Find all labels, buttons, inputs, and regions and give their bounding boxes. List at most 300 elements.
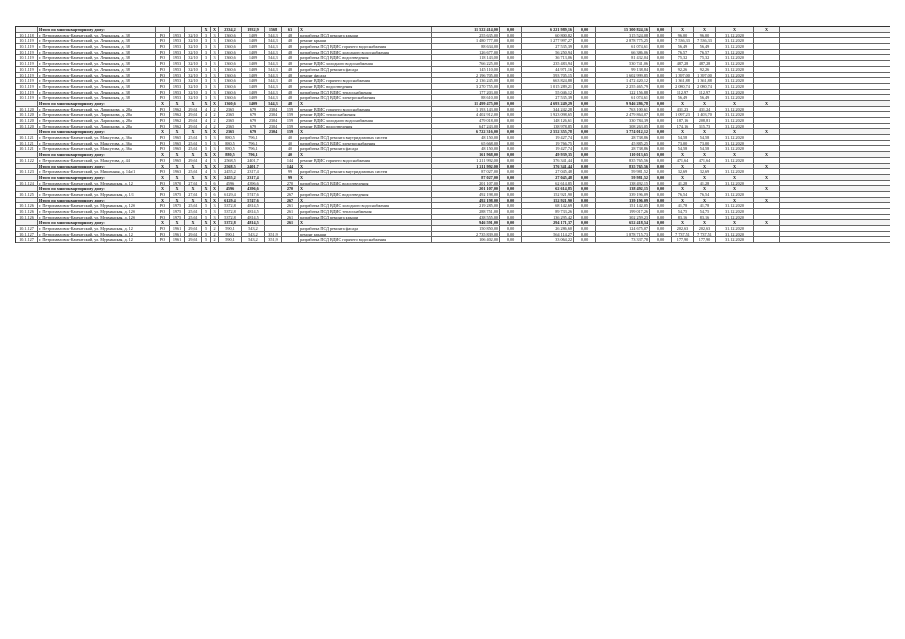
cell-v2: 564 114,27 xyxy=(522,232,574,237)
cell-work: ремонт ВДИС холодного водоснабжения xyxy=(299,61,432,66)
cell-n1 xyxy=(265,164,282,169)
cell-s3: 3 xyxy=(211,50,219,55)
cell-v3: 0,00 xyxy=(574,175,596,180)
cell-year: 1953 xyxy=(170,38,185,43)
cell-u1: 0,00 xyxy=(650,152,672,157)
cell-v1: 0,00 xyxy=(500,226,522,231)
cell-id: 10.1.121 xyxy=(16,141,38,146)
cell-id: 10.1.119 xyxy=(16,84,38,89)
cell-u1: 0,00 xyxy=(650,50,672,55)
cell-x3: 31.12.2020 xyxy=(716,84,754,89)
cell-work: разработка ПСД ВДИС горячего водоснабжения xyxy=(299,237,432,242)
cell-date: X xyxy=(754,175,780,180)
cell-v4: 2 878 775,25 xyxy=(596,38,650,43)
cell-year: X xyxy=(170,175,185,180)
cell-n2: 261 xyxy=(282,220,299,225)
cell-x3: 31.12.2020 xyxy=(716,44,754,49)
cell-s1: 27,61 xyxy=(185,181,202,186)
cell-x1: X xyxy=(672,186,694,191)
cell-x3: 31.12.2020 xyxy=(716,135,754,140)
cell-s1: 29,61 xyxy=(185,118,202,123)
cell-s1: 32/10 xyxy=(185,44,202,49)
cell-v1: 0,00 xyxy=(500,124,522,129)
cell-id: 10.1.119 xyxy=(16,78,38,83)
cell-addr: г. Петропавловск-Камчатский, ул. Ленинская, д. 38 xyxy=(38,78,156,83)
cell-s3: 3 xyxy=(211,84,219,89)
cell-u1: 0,00 xyxy=(650,61,672,66)
cell-x3: 31.12.2020 xyxy=(716,61,754,66)
cell-x1: X xyxy=(672,152,694,157)
cell-n1: 544,3 xyxy=(265,78,282,83)
cell-s1: 29,61 xyxy=(185,226,202,231)
cell-x1: 1 361,88 xyxy=(672,78,694,83)
cell-addr: г. Петропавловск-Камчатский, ул. Мурманская, д. 12б xyxy=(38,203,156,208)
cell-work: разработка ПСД ВДИС теплоснабжения xyxy=(299,90,432,95)
cell-n2: 48 xyxy=(282,95,299,100)
cell-v1: 0,00 xyxy=(500,209,522,214)
cell-sum: 201 107,00 xyxy=(432,186,500,191)
cell-n1 xyxy=(265,209,282,214)
cell-n2: 270 xyxy=(282,181,299,186)
cell-x1: 112,97 xyxy=(672,90,694,95)
cell-n1: 544,3 xyxy=(265,73,282,78)
cell-s1: 29,61 xyxy=(185,158,202,163)
cell-v4: 28 738,86 xyxy=(596,146,650,151)
cell-v4: 15 300 824,16 xyxy=(596,27,650,32)
cell-u1: 0,00 xyxy=(650,146,672,151)
cell-v3: 0,00 xyxy=(574,220,596,225)
cell-v4: 122 156,88 xyxy=(596,90,650,95)
cell-x3: 31.12.2020 xyxy=(716,95,754,100)
cell-s3: 3 xyxy=(211,95,219,100)
cell-sum: 201 107,00 xyxy=(432,181,500,186)
cell-u1: 0,00 xyxy=(650,164,672,169)
cell-x3: 31.12.2020 xyxy=(716,67,754,72)
cell-u1: 0,00 xyxy=(650,158,672,163)
cell-a1: 4596 xyxy=(219,186,242,191)
cell-a2: 5747,6 xyxy=(242,198,265,203)
cell-s2: 5 xyxy=(202,146,211,151)
cell-n2: 40 xyxy=(282,146,299,151)
cell-n2: 159 xyxy=(282,129,299,134)
cell-x2: 56,49 xyxy=(694,95,716,100)
cell-year: 1953 xyxy=(170,55,185,60)
cell-x1: 471,64 xyxy=(672,158,694,163)
cell-x1: 187,16 xyxy=(672,118,694,123)
cell-x1: X xyxy=(672,101,694,106)
cell-u1: 0,00 xyxy=(650,38,672,43)
cell-sum: 438 555,00 xyxy=(432,215,500,220)
cell-x2: 32,69 xyxy=(694,169,716,174)
cell-x3: 31.12.2020 xyxy=(716,38,754,43)
cell-x2: X xyxy=(694,175,716,180)
cell-v1: 0,00 xyxy=(500,220,522,225)
cell-v2: 62 614,85 xyxy=(522,186,574,191)
cell-sum: 2 196 705,00 xyxy=(432,73,500,78)
cell-a1: 2334,2 xyxy=(219,27,242,32)
cell-addr: Итого по многоквартирному дому: xyxy=(38,129,156,134)
cell-a2: 1409 xyxy=(242,33,265,38)
cell-s2: 4 xyxy=(202,158,211,163)
cell-id: 10.1.127 xyxy=(16,237,38,242)
cell-addr: г. Петропавловск-Камчатский, ул. Ленинская, д. 38 xyxy=(38,73,156,78)
cell-sum: 177 203,00 xyxy=(432,90,500,95)
cell-n2: 48 xyxy=(282,90,299,95)
cell-s2: 5 xyxy=(202,215,211,220)
cell-type: РО xyxy=(156,78,170,83)
cell-v2: 136 295,42 xyxy=(522,215,574,220)
cell-x3: 31.12.2020 xyxy=(716,192,754,197)
cell-a2: 796,1 xyxy=(242,146,265,151)
cell-type: РО xyxy=(156,135,170,140)
cell-a2: 679 xyxy=(242,107,265,112)
cell-id xyxy=(16,220,38,225)
cell-x3: 31.12.2020 xyxy=(716,33,754,38)
cell-v3: 0,00 xyxy=(574,44,596,49)
cell-a2: 543,2 xyxy=(242,226,265,231)
cell-work: ремонт ВДИС горячего водоснабжения xyxy=(299,107,432,112)
cell-addr: г. Петропавловск-Камчатский, ул. Мурманская, д. 12 xyxy=(38,181,156,186)
cell-type: РО xyxy=(156,90,170,95)
cell-s1: 25,61 xyxy=(185,146,202,151)
cell-work: ремонт крыши xyxy=(299,232,432,237)
cell-type: X xyxy=(156,175,170,180)
cell-s1: 25,61 xyxy=(185,215,202,220)
cell-x1: 2 080,74 xyxy=(672,84,694,89)
cell-v1: 0,00 xyxy=(500,112,522,117)
cell-id: 10.1.121 xyxy=(16,135,38,140)
cell-sum: 48 150,00 xyxy=(432,135,500,140)
cell-v4: 530 741,06 xyxy=(596,61,650,66)
cell-a2: 679 xyxy=(242,112,265,117)
cell-a2: 1409 xyxy=(242,55,265,60)
cell-a1: 1360,6 xyxy=(219,78,242,83)
cell-x3: 31.12.2020 xyxy=(716,169,754,174)
cell-v2: 138 978,85 xyxy=(522,124,574,129)
cell-id: 10.1.120 xyxy=(16,107,38,112)
cell-type: X xyxy=(156,152,170,157)
cell-x2: 471,64 xyxy=(694,158,716,163)
cell-sum: 6 722 316,00 xyxy=(432,129,500,134)
cell-v3: 0,00 xyxy=(574,135,596,140)
cell-x2: 54,58 xyxy=(694,135,716,140)
cell-u1: 0,00 xyxy=(650,237,672,242)
cell-v1: 0,00 xyxy=(500,27,522,32)
cell-id: 10.1.120 xyxy=(16,112,38,117)
cell-v1: 0,00 xyxy=(500,84,522,89)
cell-s2: X xyxy=(202,152,211,157)
cell-s3: X xyxy=(211,129,219,134)
cell-n2: 261 xyxy=(282,215,299,220)
cell-s1 xyxy=(185,27,202,32)
cell-u1: 0,00 xyxy=(650,215,672,220)
cell-v2: 56 250,94 xyxy=(522,50,574,55)
cell-v1: 0,00 xyxy=(500,141,522,146)
cell-u1: 0,00 xyxy=(650,101,672,106)
cell-v4: 339 196,09 xyxy=(596,192,650,197)
cell-x2: 76,57 xyxy=(694,50,716,55)
cell-u1: 0,00 xyxy=(650,90,672,95)
cell-a2: 4396,6 xyxy=(242,186,265,191)
cell-v2: 27 045,48 xyxy=(522,175,574,180)
cell-s2: 3 xyxy=(202,61,211,66)
cell-a2: 679 xyxy=(242,129,265,134)
cell-v1: 0,00 xyxy=(500,135,522,140)
cell-work: разработка ПСД ВДИС электроснабжения xyxy=(299,141,432,146)
cell-year: 1953 xyxy=(170,78,185,83)
cell-v4: 2 479 864,07 xyxy=(596,112,650,117)
cell-sum: 106 402,00 xyxy=(432,237,500,242)
cell-v3: 0,00 xyxy=(574,33,596,38)
cell-s2: 4 xyxy=(202,107,211,112)
cell-date xyxy=(754,78,780,83)
cell-work: X xyxy=(299,101,432,106)
cell-s2: 3 xyxy=(202,67,211,72)
cell-v4: 59 981,52 xyxy=(596,169,650,174)
cell-work: разработка ПСД ВДИС электроснабжения xyxy=(299,95,432,100)
cell-x2: 73,00 xyxy=(694,141,716,146)
cell-a1: 2365 xyxy=(219,129,242,134)
cell-year: 1965 xyxy=(170,135,185,140)
cell-a1: 880,5 xyxy=(219,146,242,151)
cell-x1: X xyxy=(672,198,694,203)
cell-v2: 19 427,74 xyxy=(522,135,574,140)
cell-addr: г. Петропавловск-Камчатский, ул. Максутова, д. 36а xyxy=(38,141,156,146)
cell-v1: 0,00 xyxy=(500,107,522,112)
cell-u1: 0,00 xyxy=(650,203,672,208)
cell-v4: 73 337,78 xyxy=(596,237,650,242)
cell-v1: 0,00 xyxy=(500,186,522,191)
cell-s2: X xyxy=(202,101,211,106)
cell-sum: 87 027,00 xyxy=(432,169,500,174)
cell-addr: Итого по многоквартирному дому: xyxy=(38,152,156,157)
cell-v2: 27 535,39 xyxy=(522,44,574,49)
cell-v3: 0,00 xyxy=(574,164,596,169)
cell-year: 1975 xyxy=(170,215,185,220)
cell-n1 xyxy=(265,181,282,186)
cell-year: 1953 xyxy=(170,90,185,95)
cell-v2: 26 286,60 xyxy=(522,226,574,231)
cell-addr: г. Петропавловск-Камчатский, ул. Ленинская, д. 38 xyxy=(38,50,156,55)
cell-s3: 2 xyxy=(211,232,219,237)
cell-id: 10.1.120 xyxy=(16,124,38,129)
cell-sum: 118 143,00 xyxy=(432,55,500,60)
cell-v1: 0,00 xyxy=(500,67,522,72)
cell-addr: г. Петропавловск-Камчатский, ул. Максутова, д. 36а xyxy=(38,135,156,140)
cell-x1: 54,75 xyxy=(672,209,694,214)
cell-x2: 41,28 xyxy=(694,181,716,186)
cell-a1: 1360,6 xyxy=(219,50,242,55)
cell-s1: 32/10 xyxy=(185,61,202,66)
cell-x1: 73,00 xyxy=(672,141,694,146)
cell-v2: 376 341,44 xyxy=(522,164,574,169)
cell-id: 10.1.124 xyxy=(16,181,38,186)
cell-type: РО xyxy=(156,84,170,89)
cell-id: 10.1.127 xyxy=(16,226,38,231)
cell-v1: 0,00 xyxy=(500,95,522,100)
cell-x3: X xyxy=(716,152,754,157)
cell-s1: 32/10 xyxy=(185,33,202,38)
cell-a1: 5372,8 xyxy=(219,209,242,214)
cell-type: РО xyxy=(156,55,170,60)
cell-x2: 487,28 xyxy=(694,61,716,66)
cell-id xyxy=(16,186,38,191)
cell-v1: 0,00 xyxy=(500,90,522,95)
cell-x2: 54,58 xyxy=(694,146,716,151)
cell-id: 10.1.119 xyxy=(16,67,38,72)
cell-a2: 1932,9 xyxy=(242,27,265,32)
cell-a2: 1409 xyxy=(242,84,265,89)
cell-type: РО xyxy=(156,141,170,146)
cell-v2: 89 733,26 xyxy=(522,209,574,214)
cell-x1: 75,32 xyxy=(672,55,694,60)
cell-v3: 0,00 xyxy=(574,198,596,203)
cell-a2: 1409 xyxy=(242,95,265,100)
cell-v3: 0,00 xyxy=(574,118,596,123)
cell-sum: 219 285,00 xyxy=(432,203,500,208)
cell-v2: 4 693 249,29 xyxy=(522,101,574,106)
cell-u1: 0,00 xyxy=(650,192,672,197)
cell-type: X xyxy=(156,101,170,106)
cell-date xyxy=(754,50,780,55)
cell-a1: 1360,6 xyxy=(219,101,242,106)
cell-a2: 1409 xyxy=(242,78,265,83)
cell-sum: 87 027,00 xyxy=(432,175,500,180)
cell-v2: 55 046,12 xyxy=(522,90,574,95)
cell-n2 xyxy=(282,226,299,231)
cell-s1: 32/10 xyxy=(185,73,202,78)
cell-u1: 0,00 xyxy=(650,78,672,83)
cell-n1: 544,3 xyxy=(265,101,282,106)
cell-work: X xyxy=(299,186,432,191)
cell-s2: 5 xyxy=(202,192,211,197)
cell-id xyxy=(16,101,38,106)
cell-year: 1962 xyxy=(170,118,185,123)
cell-v3: 0,00 xyxy=(574,169,596,174)
cell-v3: 0,00 xyxy=(574,209,596,214)
cell-x2: 83,16 xyxy=(694,215,716,220)
cell-sum: 11 499 475,00 xyxy=(432,101,500,106)
cell-n2: 159 xyxy=(282,118,299,123)
cell-date xyxy=(754,107,780,112)
cell-a1: 2365 xyxy=(219,118,242,123)
cell-s3: 3 xyxy=(211,158,219,163)
cell-n2: 48 xyxy=(282,84,299,89)
cell-addr: Итого по многоквартирному дому: xyxy=(38,101,156,106)
cell-id xyxy=(16,175,38,180)
cell-v4: 330 784,39 xyxy=(596,118,650,123)
cell-year: 1953 xyxy=(170,50,185,55)
cell-v3: 0,00 xyxy=(574,50,596,55)
cell-x1: 1 397,00 xyxy=(672,73,694,78)
cell-n1: 544,3 xyxy=(265,50,282,55)
cell-work: X xyxy=(299,220,432,225)
cell-work: ремонт ВДИС горячего водоснабжения xyxy=(299,158,432,163)
cell-v3: 0,00 xyxy=(574,215,596,220)
cell-sum: 946 591,00 xyxy=(432,220,500,225)
cell-s2: X xyxy=(202,186,211,191)
cell-v4: 1 602 999,85 xyxy=(596,73,650,78)
cell-x3: 31.12.2020 xyxy=(716,215,754,220)
cell-s1: 32/10 xyxy=(185,50,202,55)
cell-v1: 0,00 xyxy=(500,175,522,180)
cell-s3: X xyxy=(211,101,219,106)
cell-s2: 5 xyxy=(202,135,211,140)
cell-v4: 81 432,04 xyxy=(596,55,650,60)
cell-s3: 6 xyxy=(211,192,219,197)
cell-u1: 0,00 xyxy=(650,44,672,49)
cell-id: 10.1.123 xyxy=(16,169,38,174)
cell-v1: 0,00 xyxy=(500,44,522,49)
cell-addr: г. Петропавловск-Камчатский, ул. Мурманская, д. 12 xyxy=(38,237,156,242)
cell-sum: 48 150,00 xyxy=(432,146,500,151)
cell-v3: 0,00 xyxy=(574,27,596,32)
cell-v2: 19 766,75 xyxy=(522,141,574,146)
cell-work: разработка ПСД ремонта фасада xyxy=(299,146,432,151)
cell-addr: г. Петропавловск-Камчатский, ул. Ленинская, д. 38 xyxy=(38,44,156,49)
cell-type: РО xyxy=(156,67,170,72)
cell-n2: 159 xyxy=(282,112,299,117)
cell-s1: 25,61 xyxy=(185,141,202,146)
cell-addr: Итого по многоквартирному дому: xyxy=(38,186,156,191)
cell-v4: 1 472 420,12 xyxy=(596,78,650,83)
cell-sum: 1 480 777,00 xyxy=(432,38,500,43)
cell-date: X xyxy=(754,129,780,134)
cell-x1: 76,57 xyxy=(672,50,694,55)
cell-x2: 1 361,88 xyxy=(694,78,716,83)
cell-type: X xyxy=(156,164,170,169)
cell-id: 10.1.119 xyxy=(16,44,38,49)
cell-v3: 0,00 xyxy=(574,146,596,151)
cell-n1 xyxy=(265,192,282,197)
cell-v4: 315 524,08 xyxy=(596,33,650,38)
cell-s2: 5 xyxy=(202,232,211,237)
cell-u1: 0,00 xyxy=(650,129,672,134)
cell-a2: 1409 xyxy=(242,67,265,72)
cell-v1: 0,00 xyxy=(500,164,522,169)
cell-date xyxy=(754,192,780,197)
cell-s3: X xyxy=(211,220,219,225)
cell-type: РО xyxy=(156,61,170,66)
cell-year: 1975 xyxy=(170,203,185,208)
cell-x3: 31.12.2020 xyxy=(716,50,754,55)
cell-s3: 2 xyxy=(211,226,219,231)
cell-id: 10.1.127 xyxy=(16,232,38,237)
cell-x2: X xyxy=(694,101,716,106)
cell-date xyxy=(754,112,780,117)
cell-x3: 31.12.2020 xyxy=(716,118,754,123)
cell-a1: 590,1 xyxy=(219,232,242,237)
cell-sum: 145 110,00 xyxy=(432,67,500,72)
cell-a2: 1409 xyxy=(242,61,265,66)
cell-date xyxy=(754,215,780,220)
cell-v3: 0,00 xyxy=(574,90,596,95)
cell-n2: 99 xyxy=(282,175,299,180)
cell-n1: 2304 xyxy=(265,129,282,134)
cell-id: 10.1.125 xyxy=(16,192,38,197)
cell-v4: 151 142,05 xyxy=(596,203,650,208)
cell-x1: X xyxy=(672,129,694,134)
cell-s2: 3 xyxy=(202,84,211,89)
cell-s3: 3 xyxy=(211,78,219,83)
cell-date: X xyxy=(754,220,780,225)
cell-work: разработка ПСД ВДИС водоотведения xyxy=(299,55,432,60)
cell-v3: 0,00 xyxy=(574,61,596,66)
cell-s2: 3 xyxy=(202,95,211,100)
cell-a1: 590,1 xyxy=(219,226,242,231)
cell-s3: 3 xyxy=(211,33,219,38)
cell-v1: 0,00 xyxy=(500,198,522,203)
